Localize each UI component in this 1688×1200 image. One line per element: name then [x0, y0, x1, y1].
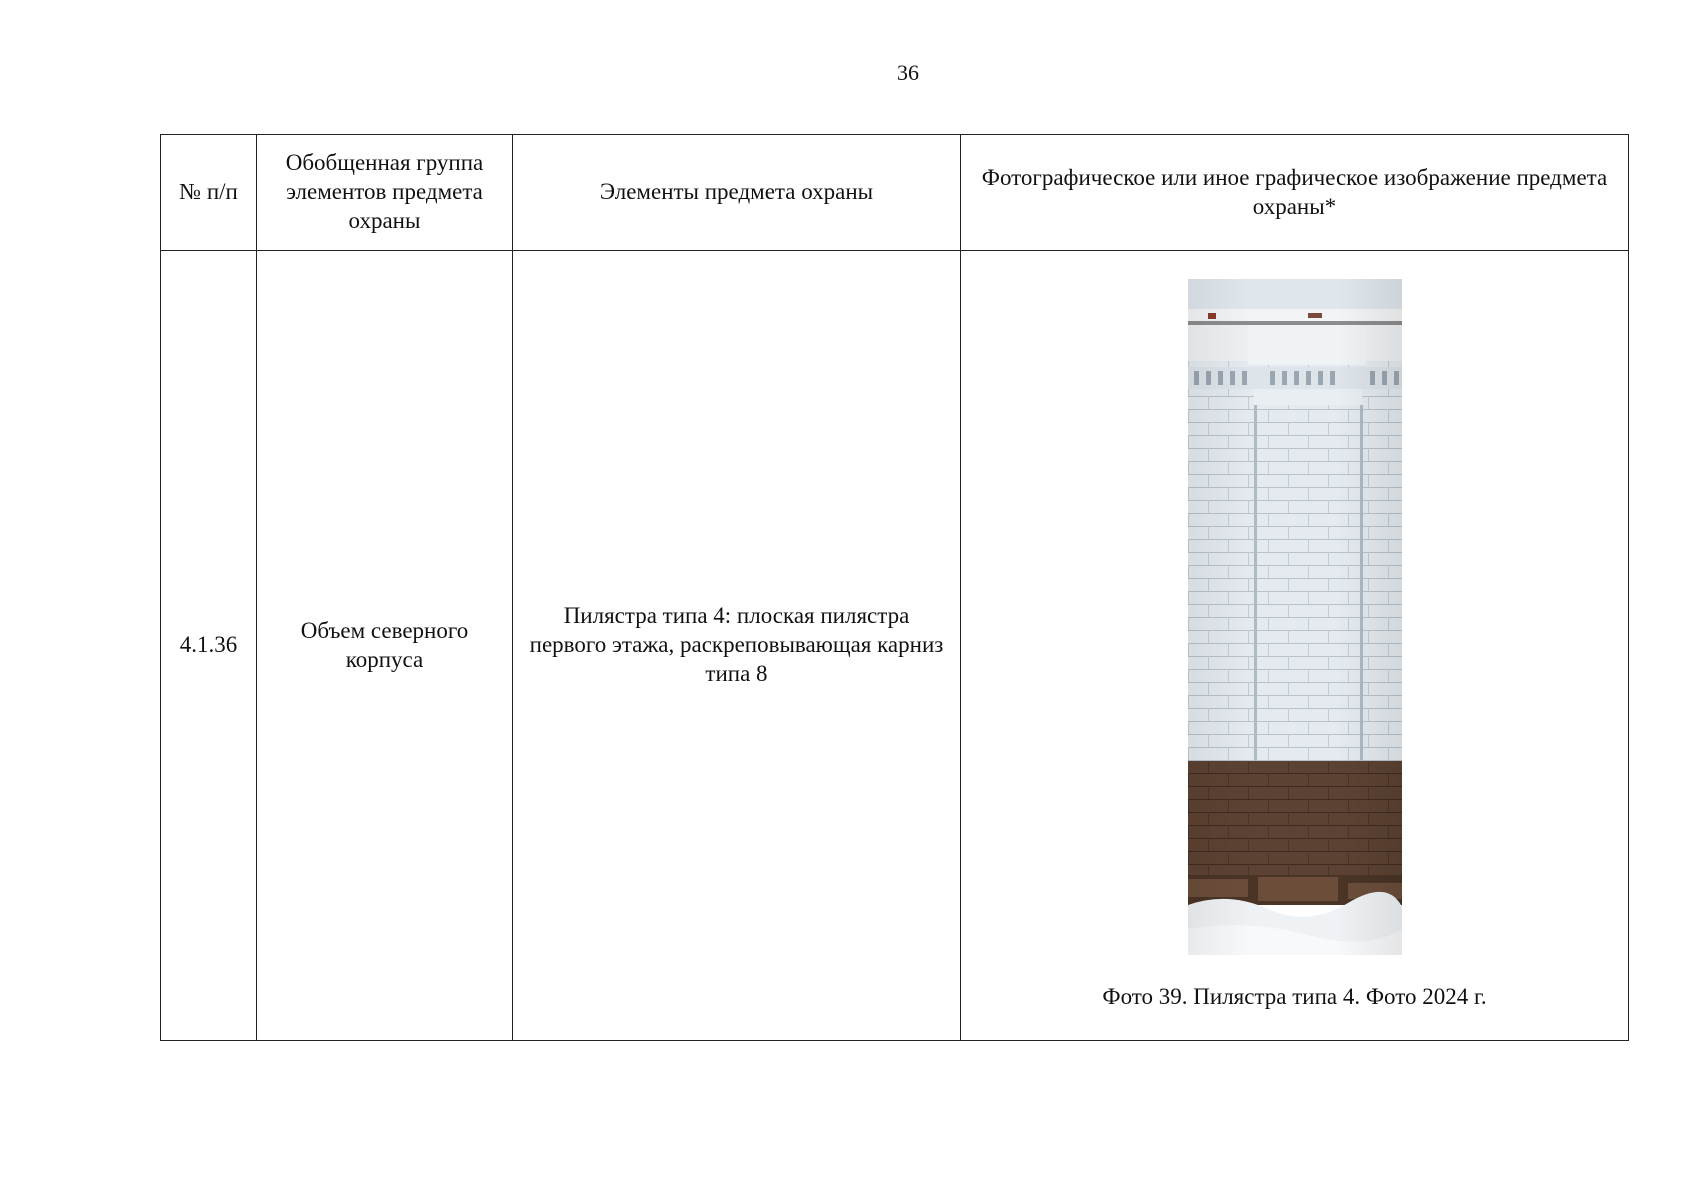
header-image: Фотографическое или иное графическое изображение предмета охраны*	[961, 135, 1629, 251]
cell-element: Пилястра типа 4: плоская пилястра первого этажа, раскреповывающая карниз типа 8	[513, 251, 961, 1041]
table-row	[161, 251, 1629, 1041]
header-group: Обобщенная группа элементов предмета охраны	[257, 135, 513, 251]
protection-table	[160, 134, 1629, 1041]
page-number: 36	[897, 60, 919, 85]
cell-group: Объем северного корпуса	[257, 251, 513, 1041]
header-number: № п/п	[161, 135, 257, 251]
header-elements: Элементы предмета охраны	[513, 135, 961, 251]
photo-caption: Фото 39. Пилястра типа 4. Фото 2024 г.	[1102, 984, 1487, 1010]
cell-number: 4.1.36	[161, 251, 257, 1041]
table-header-row	[161, 135, 1629, 251]
cell-photo	[961, 251, 1629, 1041]
pilaster-photo	[1188, 279, 1402, 955]
